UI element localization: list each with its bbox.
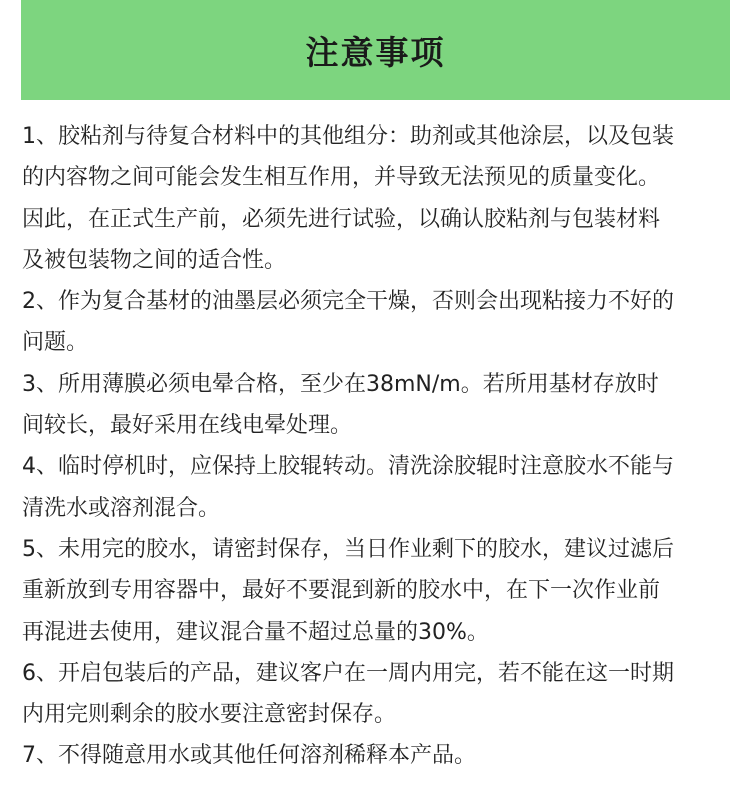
- note-item-2: 2、作为复合基材的油墨层必须完全干燥，否则会出现粘接力不好的 问题。: [22, 289, 674, 356]
- note-item-4: 4、临时停机时，应保持上胶辊转动。清洗涂胶辊时注意胶水不能与 清洗水或溶剂混合。: [22, 454, 674, 521]
- note-item-6: 6、开启包装后的产品，建议客户在一周内用完，若不能在这一时期 内用完则剩余的胶水要注意密封保存。: [22, 660, 674, 728]
- note-item-5: 5、未用完的胶水，请密封保存，当日作业剩下的胶水，建议过滤后 重新放到专用容器中，最好不要混到新的胶水中，在下一次作业前 再混进去使用，建议混合量不超过总量的30%。: [22, 536, 674, 645]
- note-item-1: 1、胶粘剂与待复合材料中的其他组分：助剂或其他涂层，以及包装 的内容物之间可能会发生相互作用，并导致无法预见的质量变化。 因此，在正式生产前，必须先进行试验，以确认胶粘剂与包装材料 及被包装物之间的适合性。: [22, 124, 674, 273]
- note-item-7: 7、不得随意用水或其他任何溶剂稀释本产品。: [22, 743, 476, 769]
- page-title: 注意事项: [305, 32, 446, 72]
- note-item-3: 3、所用薄膜必须电晕合格，至少在38mN/m。若所用基材存放时 间较长，最好采用在线电晕处理。: [22, 371, 659, 439]
- notes-list: [22, 116, 734, 777]
- header-banner: [21, 0, 730, 100]
